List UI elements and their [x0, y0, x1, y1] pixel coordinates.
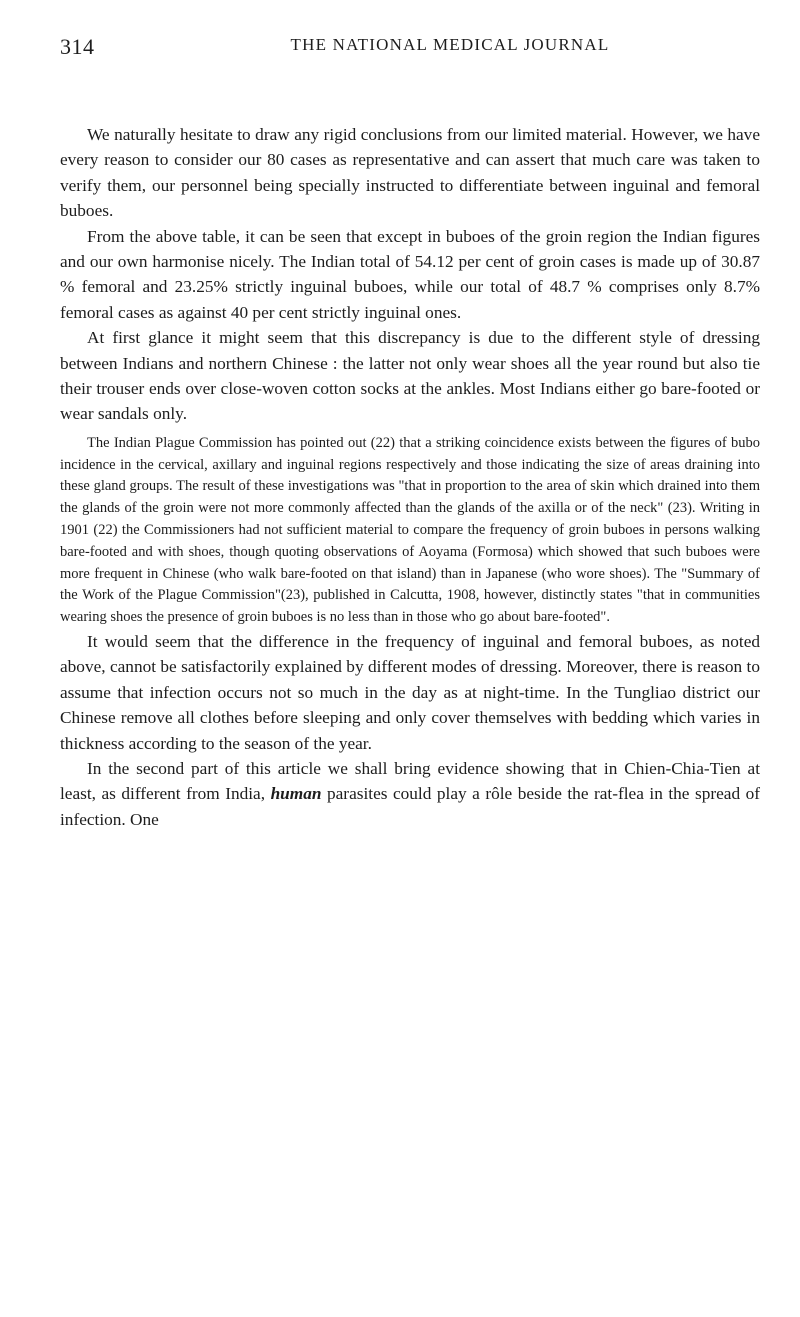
- paragraph-plague-commission: The Indian Plague Commission has pointed out (22) that a striking coincidence exists between the figures of bubo incidence in the cervical, axillary and inguinal regions respectively and those indicating the size of areas draining into these gland groups. The result of these investigations was "that in proportion to the area of skin which drained into them the glands of the groin were not more commonly affected than the glands of the axilla or of the neck" (23). Writing in 1901 (22) the Commissioners had not sufficient material to compare the frequency of groin buboes in persons walking bare-footed and with shoes, though quoting observations of Aoyama (Formosa) which showed that such buboes were more frequent in Chinese (who walk bare-footed on that island) than in Japanese (who wore shoes). The "Summary of the Work of the Plague Commission"(23), published in Calcutta, 1908, however, distinctly states "that in communities wearing shoes the presence of groin buboes is no less than in those who go about bare-footed".: [60, 434, 760, 626]
- page-number: 314: [60, 34, 95, 59]
- paragraph-infection-time: It would seem that the difference in the frequency of inguinal and femoral buboes, as noted above, cannot be satisfactorily explained by different modes of dressing. Moreover, there is reason to assume that infection occurs not so much in the day as at night-time. In the Tungliao district our Chinese remove all clothes before sleeping and only cover themselves with bedding which varies in thickness according to the season of the year.: [60, 632, 760, 753]
- article-body: [60, 122, 760, 832]
- running-head: THE NATIONAL MEDICAL JOURNAL: [290, 35, 610, 54]
- paragraph-second-part-text-before: In the second part of this article we shall bring evidence showing that in Chien-Chia-Tien at least, as different from India,: [60, 759, 760, 804]
- paragraph-dressing-style: At first glance it might seem that this discrepancy is due to the different style of dressing between Indians and northern Chinese : the latter not only wear shoes all the year round but also tie their trouser ends over close-woven cotton socks at the ankles. Most Indians either go bare-footed or wear sandals only.: [60, 328, 760, 424]
- paragraph-second-part: [60, 756, 760, 832]
- paragraph-table-comparison: From the above table, it can be seen that except in buboes of the groin region the Indian figures and our own harmonise nicely. The Indian total of 54.12 per cent of groin cases is made up of 30.87 % femoral and 23.25% strictly inguinal buboes, while our total of 48.7 % comprises only 8.7% femoral cases as against 40 per cent strictly inguinal ones.: [60, 226, 760, 322]
- paragraph-second-part-text-after: parasites could play a rôle beside the rat-flea in the spread of infection. One: [60, 784, 760, 829]
- paragraph-conclusions: We naturally hesitate to draw any rigid conclusions from our limited material. However, we have every reason to consider our 80 cases as representative and can assert that much care was taken to verify them, our personnel being specially instructed to differentiate between inguinal and femoral buboes.: [60, 125, 760, 221]
- page-header: [60, 34, 760, 64]
- emphasis-human: human: [270, 784, 322, 804]
